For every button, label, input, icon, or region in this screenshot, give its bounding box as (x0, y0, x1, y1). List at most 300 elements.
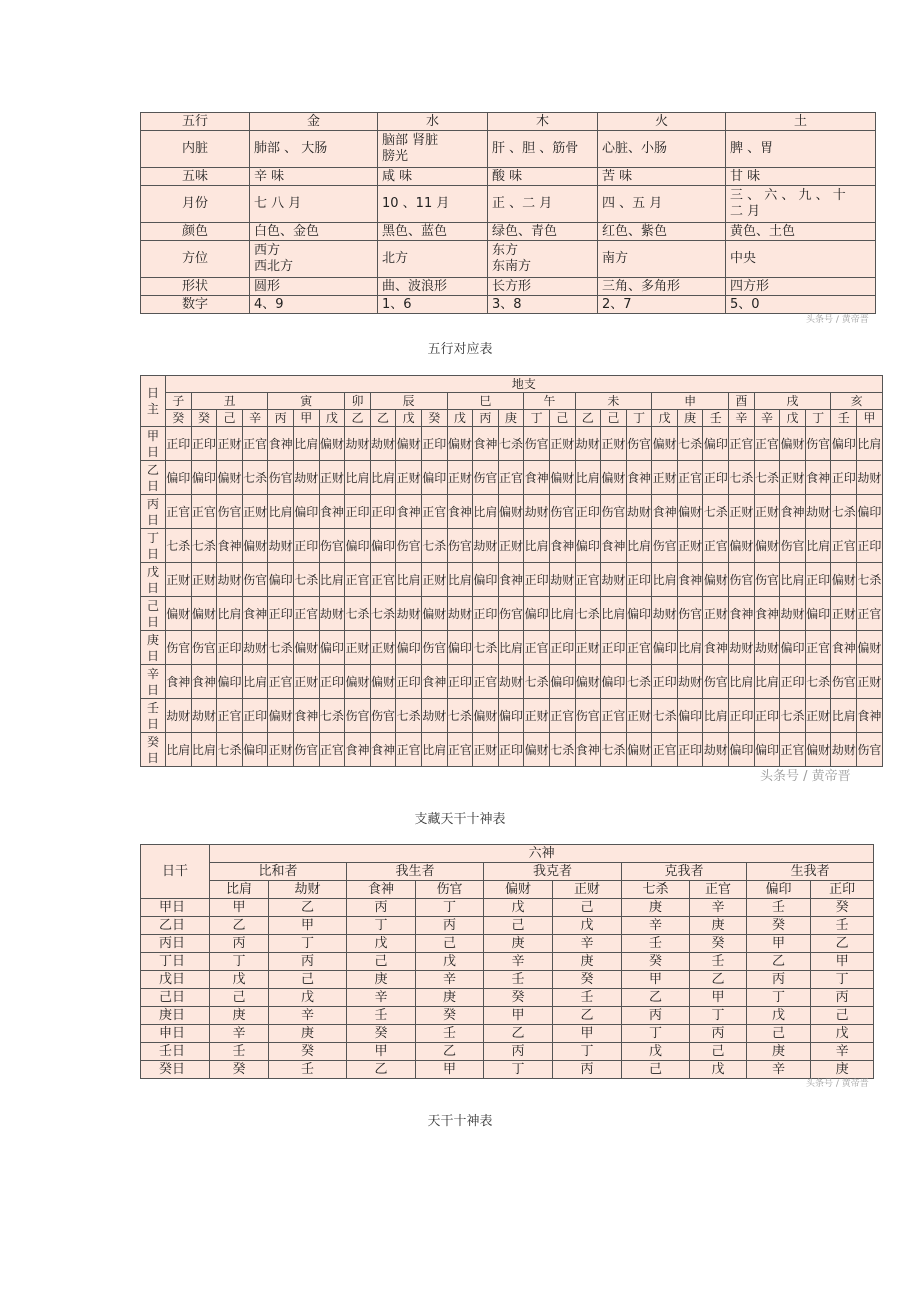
row-label: 庚 日 (141, 631, 166, 665)
table-cell: 食神 (498, 563, 524, 597)
table-cell: 正印 (473, 597, 499, 631)
table-cell: 庚 (622, 899, 690, 917)
branch-header: 巳 (447, 393, 524, 410)
table-cell: 正官 (319, 733, 345, 767)
table-cell: 七杀 (805, 665, 831, 699)
row-label: 月份 (141, 186, 250, 223)
stem-header: 辛 (754, 410, 780, 427)
stem-header: 戊 (447, 410, 473, 427)
table-cell: 偏财 (293, 631, 319, 665)
table-cell: 丁 (553, 1043, 622, 1061)
table-cell: 肺部 、 大肠 (250, 131, 378, 168)
table-cell: 乙 (416, 1043, 484, 1061)
table-cell: 劫财 (652, 597, 678, 631)
table-cell: 七杀 (421, 529, 447, 563)
row-label: 形状 (141, 278, 250, 296)
table-cell: 比肩 (293, 427, 319, 461)
table-cell: 偏印 (524, 597, 550, 631)
table-cell: 伤官 (729, 563, 755, 597)
table-cell: 正印 (575, 495, 601, 529)
table-cell: 食神 (191, 665, 217, 699)
table-cell: 正印 (498, 733, 524, 767)
stem-header: 庚 (677, 410, 703, 427)
table-cell: 比肩 (370, 461, 396, 495)
table-cell: 偏财 (191, 597, 217, 631)
table-cell: 甲 (811, 953, 874, 971)
table-cell: 食神 (857, 699, 883, 733)
row-label: 壬日 (141, 1043, 210, 1061)
table-cell: 比肩 (780, 563, 806, 597)
table-cell: 辛 (690, 899, 747, 917)
table-cell: 庚 (484, 935, 553, 953)
table-cell: 偏印 (857, 495, 883, 529)
table-cell: 南方 (598, 241, 726, 278)
table-cell: 西方 西北方 (250, 241, 378, 278)
table-cell: 偏财 (268, 699, 294, 733)
table-cell: 偏财 (396, 427, 422, 461)
table-cell: 劫财 (421, 699, 447, 733)
table-cell: 食神 (754, 597, 780, 631)
table-cell: 劫财 (242, 631, 268, 665)
table-cell: 己 (553, 899, 622, 917)
table-cell: 丁 (622, 1025, 690, 1043)
table-cell: 偏印 (780, 631, 806, 665)
stem-header: 丁 (805, 410, 831, 427)
table-cell: 庚 (811, 1061, 874, 1079)
row-label: 己 日 (141, 597, 166, 631)
table-cell: 伤官 (268, 461, 294, 495)
table-row-stems (141, 410, 883, 427)
table-cell: 癸 (484, 989, 553, 1007)
stem-header: 乙 (575, 410, 601, 427)
table-cell: 丙 (811, 989, 874, 1007)
table-cell: 食神 (473, 427, 499, 461)
table-cell: 癸 (622, 953, 690, 971)
table-cell: 丁 (484, 1061, 553, 1079)
row-label: 乙日 (141, 917, 210, 935)
table-cell: 庚 (747, 1043, 811, 1061)
table-cell: 劫财 (575, 427, 601, 461)
table-cell: 偏财 (729, 529, 755, 563)
table-cell: 食神 (370, 733, 396, 767)
table-cell: 正财 (601, 427, 627, 461)
table-cell: 食神 (447, 495, 473, 529)
table-cell: 正印 (601, 631, 627, 665)
table-cell: 食神 (729, 597, 755, 631)
table-cell: 咸 味 (378, 168, 488, 186)
row-label: 数字 (141, 296, 250, 314)
table-cell: 食神 (601, 529, 627, 563)
table-cell: 比肩 (652, 563, 678, 597)
table-cell: 正财 (370, 631, 396, 665)
table-cell: 正印 (652, 665, 678, 699)
god-header: 正财 (553, 881, 622, 899)
table-cell: 正官 (677, 461, 703, 495)
table-cell: 偏财 (319, 427, 345, 461)
table-row-title (141, 376, 883, 393)
table-cell: 正官 (857, 597, 883, 631)
table-row-gods (141, 881, 874, 899)
table-cell: 偏财 (652, 427, 678, 461)
branch-header: 寅 (268, 393, 345, 410)
table-cell: 黑色、蓝色 (378, 223, 488, 241)
table-cell: 正印 (319, 665, 345, 699)
table-cell: 辛 (416, 971, 484, 989)
table-cell: 10 、11 月 (378, 186, 488, 223)
table-row (141, 917, 874, 935)
stem-header: 甲 (293, 410, 319, 427)
table-cell: 劫财 (293, 461, 319, 495)
table-cell: 癸 (747, 917, 811, 935)
stem-header: 乙 (345, 410, 371, 427)
header-element: 火 (598, 113, 726, 131)
table-cell: 劫财 (703, 733, 729, 767)
god-header: 偏印 (747, 881, 811, 899)
table-cell: 偏财 (217, 461, 243, 495)
table-cell: 丁 (210, 953, 269, 971)
table-cell: 伤官 (857, 733, 883, 767)
table-cell: 正财 (268, 733, 294, 767)
row-label: 丁 日 (141, 529, 166, 563)
table-cell: 伤官 (345, 699, 371, 733)
table-cell: 比肩 (396, 563, 422, 597)
table-cell: 乙 (269, 899, 347, 917)
table-cell: 癸 (416, 1007, 484, 1025)
table-cell: 偏印 (601, 665, 627, 699)
table-cell: 己 (269, 971, 347, 989)
table-cell: 七杀 (242, 461, 268, 495)
table-cell: 七杀 (601, 733, 627, 767)
table-cell: 辛 (622, 917, 690, 935)
table-cell: 乙 (553, 1007, 622, 1025)
stem-header: 辛 (729, 410, 755, 427)
table-cell: 七杀 (370, 597, 396, 631)
table-cell: 甲 (210, 899, 269, 917)
table-cell: 偏财 (166, 597, 192, 631)
table-cell: 正财 (421, 563, 447, 597)
row-label: 丁日 (141, 953, 210, 971)
table-cell: 己 (416, 935, 484, 953)
table-cell: 丙 (690, 1025, 747, 1043)
table-cell: 戊 (747, 1007, 811, 1025)
table-cell: 偏印 (831, 427, 857, 461)
table-cell: 乙 (747, 953, 811, 971)
table-cell: 劫财 (498, 665, 524, 699)
caption-five-elements: 五行对应表 (427, 342, 493, 357)
table-cell: 正官 (447, 733, 473, 767)
table-cell: 伤官 (166, 631, 192, 665)
table-cell: 甲 (747, 935, 811, 953)
table-cell: 劫财 (831, 733, 857, 767)
table-cell: 三角、多角形 (598, 278, 726, 296)
table-cell: 己 (811, 1007, 874, 1025)
group-header: 比和者 (210, 863, 347, 881)
stem-header: 丁 (626, 410, 652, 427)
table-cell: 偏印 (268, 563, 294, 597)
table-cell: 辛 (269, 1007, 347, 1025)
table-cell: 劫财 (729, 631, 755, 665)
branch-header: 子 (166, 393, 192, 410)
table-cell: 七杀 (626, 665, 652, 699)
god-header: 偏财 (484, 881, 553, 899)
row-label: 辛 日 (141, 665, 166, 699)
stem-header: 辛 (242, 410, 268, 427)
stem-header: 庚 (498, 410, 524, 427)
table-cell: 食神 (217, 529, 243, 563)
table-cell: 辛 味 (250, 168, 378, 186)
table-row (141, 296, 876, 314)
table-cell: 癸 (347, 1025, 416, 1043)
table-cell: 食神 (421, 665, 447, 699)
table-cell: 七杀 (217, 733, 243, 767)
table-cell: 正官 (268, 665, 294, 699)
table-cell: 乙 (210, 917, 269, 935)
god-header: 伤官 (416, 881, 484, 899)
table-cell: 酸 味 (488, 168, 598, 186)
corner-label: 日干 (141, 845, 210, 899)
table-cell: 伤官 (524, 427, 550, 461)
table-cell: 正官 (703, 529, 729, 563)
table-cell: 癸 (690, 935, 747, 953)
table-cell: 3、8 (488, 296, 598, 314)
table-cell: 偏印 (575, 529, 601, 563)
table-cell: 甲 (690, 989, 747, 1007)
table-cell: 偏印 (319, 631, 345, 665)
table-cell: 4、9 (250, 296, 378, 314)
row-label: 方位 (141, 241, 250, 278)
table-cell: 伤官 (626, 427, 652, 461)
header-label: 五行 (141, 113, 250, 131)
table-cell: 辛 (811, 1043, 874, 1061)
table-cell: 比肩 (268, 495, 294, 529)
table-cell: 劫财 (217, 563, 243, 597)
group-header: 生我者 (747, 863, 874, 881)
table-cell: 比肩 (703, 699, 729, 733)
table-title: 六神 (210, 845, 874, 863)
table-cell: 偏印 (166, 461, 192, 495)
row-label: 甲日 (141, 899, 210, 917)
table-cell: 正印 (242, 699, 268, 733)
table-cell: 七杀 (293, 563, 319, 597)
table-cell: 正印 (421, 427, 447, 461)
stem-header: 丙 (473, 410, 499, 427)
table-cell: 戊 (269, 989, 347, 1007)
table-row (141, 278, 876, 296)
table-cell: 正印 (626, 563, 652, 597)
table-cell: 正印 (729, 699, 755, 733)
table-cell: 正财 (217, 427, 243, 461)
row-label: 戊日 (141, 971, 210, 989)
table-cell: 正财 (575, 631, 601, 665)
table-cell: 劫财 (601, 563, 627, 597)
row-label: 丙日 (141, 935, 210, 953)
table-cell: 长方形 (488, 278, 598, 296)
five-elements-table (140, 112, 876, 314)
table-cell: 比肩 (857, 427, 883, 461)
table-cell: 正印 (191, 427, 217, 461)
table-cell: 伤官 (242, 563, 268, 597)
table-cell: 辛 (747, 1061, 811, 1079)
table-cell: 比肩 (549, 597, 575, 631)
row-label: 甲 日 (141, 427, 166, 461)
table-cell: 丙 (553, 1061, 622, 1079)
table-cell: 丁 (347, 917, 416, 935)
stem-header: 戊 (652, 410, 678, 427)
table-cell: 七杀 (729, 461, 755, 495)
table-cell: 正财 (473, 733, 499, 767)
table-cell: 乙 (347, 1061, 416, 1079)
table-cell: 偏财 (677, 495, 703, 529)
stem-header: 戊 (396, 410, 422, 427)
table-cell: 心脏、小肠 (598, 131, 726, 168)
table-cell: 己 (210, 989, 269, 1007)
table-cell: 丙 (622, 1007, 690, 1025)
table-cell: 正官 (805, 631, 831, 665)
table-cell: 己 (622, 1061, 690, 1079)
table-cell: 伤官 (473, 461, 499, 495)
stem-header: 己 (217, 410, 243, 427)
table-cell: 劫财 (524, 495, 550, 529)
header-element: 土 (726, 113, 876, 131)
table-cell: 七 八 月 (250, 186, 378, 223)
table-cell: 食神 (268, 427, 294, 461)
table-cell: 红色、紫色 (598, 223, 726, 241)
table-cell: 正印 (268, 597, 294, 631)
table-row (141, 899, 874, 917)
table-cell: 丙 (747, 971, 811, 989)
table-cell: 中央 (726, 241, 876, 278)
table-cell: 正财 (831, 597, 857, 631)
stem-header: 癸 (191, 410, 217, 427)
table-cell: 偏财 (473, 699, 499, 733)
table-cell: 偏印 (396, 631, 422, 665)
table-cell: 偏印 (421, 461, 447, 495)
table-cell: 七杀 (166, 529, 192, 563)
table-cell: 戊 (484, 899, 553, 917)
table-row (141, 241, 876, 278)
table-cell: 偏印 (370, 529, 396, 563)
table-cell: 丁 (416, 899, 484, 917)
header-element: 金 (250, 113, 378, 131)
row-label: 戊 日 (141, 563, 166, 597)
table-cell: 己 (690, 1043, 747, 1061)
table-cell: 正官 (293, 597, 319, 631)
table-cell: 比肩 (805, 529, 831, 563)
table-cell: 甲 (484, 1007, 553, 1025)
table-cell: 壬 (347, 1007, 416, 1025)
table-cell: 己 (484, 917, 553, 935)
table-cell: 劫财 (473, 529, 499, 563)
table-cell: 正印 (293, 529, 319, 563)
table-cell: 食神 (396, 495, 422, 529)
table-row (141, 699, 883, 733)
table-cell: 食神 (677, 563, 703, 597)
table-row (141, 631, 883, 665)
table-row (141, 989, 874, 1007)
table-cell: 比肩 (524, 529, 550, 563)
table-cell: 正官 (729, 427, 755, 461)
table-cell: 庚 (210, 1007, 269, 1025)
table-cell: 丁 (747, 989, 811, 1007)
table-cell: 劫财 (191, 699, 217, 733)
table-cell: 苦 味 (598, 168, 726, 186)
table-cell: 偏印 (498, 699, 524, 733)
table-cell: 正印 (396, 665, 422, 699)
table-title: 地支 (166, 376, 883, 393)
stem-header: 壬 (703, 410, 729, 427)
god-header: 食神 (347, 881, 416, 899)
table-cell: 偏财 (780, 427, 806, 461)
table-cell: 正印 (831, 461, 857, 495)
table-row (141, 563, 883, 597)
table-cell: 偏财 (345, 665, 371, 699)
table-cell: 七杀 (319, 699, 345, 733)
caption-hidden-stems: 支藏天干十神表 (414, 812, 506, 827)
table-cell: 比肩 (729, 665, 755, 699)
table-cell: 癸 (553, 971, 622, 989)
table-cell: 伤官 (217, 495, 243, 529)
table-cell: 戊 (690, 1061, 747, 1079)
table-cell: 比肩 (601, 597, 627, 631)
table-cell: 戊 (416, 953, 484, 971)
table-cell: 伤官 (831, 665, 857, 699)
table-cell: 正官 (217, 699, 243, 733)
table-row (141, 953, 874, 971)
table-cell: 食神 (166, 665, 192, 699)
row-label: 壬 日 (141, 699, 166, 733)
table-cell: 七杀 (575, 597, 601, 631)
table-cell: 壬 (484, 971, 553, 989)
table-cell: 偏财 (703, 563, 729, 597)
branch-header: 未 (575, 393, 652, 410)
table-cell: 5、0 (726, 296, 876, 314)
table-cell: 食神 (805, 461, 831, 495)
table-cell: 偏财 (370, 665, 396, 699)
table-cell: 劫财 (857, 461, 883, 495)
table-cell: 偏印 (242, 733, 268, 767)
branch-header: 丑 (191, 393, 268, 410)
group-header: 我克者 (484, 863, 622, 881)
table-cell: 三 、 六 、 九 、 十 二 月 (726, 186, 876, 223)
row-label: 癸日 (141, 1061, 210, 1079)
table-cell: 庚 (690, 917, 747, 935)
row-label: 丙 日 (141, 495, 166, 529)
row-label: 癸 日 (141, 733, 166, 767)
table-cell: 伤官 (677, 597, 703, 631)
stem-header: 癸 (166, 410, 192, 427)
table-cell: 北方 (378, 241, 488, 278)
table-row-branches (141, 393, 883, 410)
table-cell: 比肩 (166, 733, 192, 767)
god-header: 正印 (811, 881, 874, 899)
table-cell: 食神 (293, 699, 319, 733)
table-cell: 食神 (575, 733, 601, 767)
table-cell: 正财 (166, 563, 192, 597)
table-cell: 偏印 (345, 529, 371, 563)
table-cell: 劫财 (549, 563, 575, 597)
table-cell: 伤官 (601, 495, 627, 529)
stem-header: 己 (601, 410, 627, 427)
table-cell: 正 、二 月 (488, 186, 598, 223)
table-cell: 比肩 (191, 733, 217, 767)
table-cell: 正财 (626, 699, 652, 733)
table-cell: 正财 (319, 461, 345, 495)
table-cell: 偏印 (293, 495, 319, 529)
table-cell: 七杀 (191, 529, 217, 563)
table-cell: 偏财 (549, 461, 575, 495)
table-cell: 丁 (811, 971, 874, 989)
table-cell: 七杀 (268, 631, 294, 665)
